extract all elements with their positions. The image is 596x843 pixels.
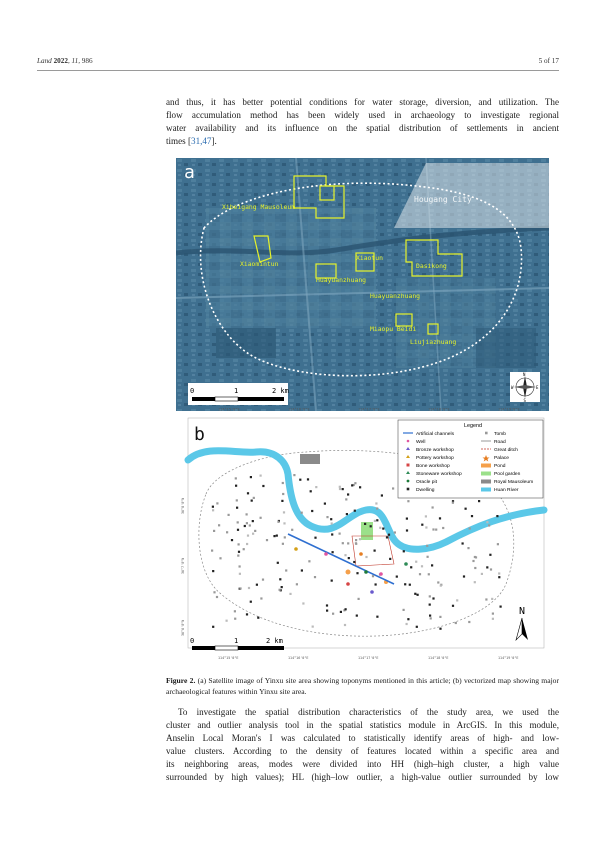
- feature-point: [276, 535, 278, 537]
- feature-point: [247, 492, 249, 494]
- feature-point: [490, 568, 492, 570]
- feature-point: [370, 525, 372, 527]
- feature-point: [404, 562, 408, 566]
- svg-text:Bronze workshop: Bronze workshop: [416, 448, 454, 453]
- feature-point: [234, 610, 236, 612]
- feature-point: [314, 537, 316, 539]
- feature-point: [237, 555, 239, 557]
- feature-point: [486, 566, 488, 568]
- feature-point: [481, 573, 483, 575]
- feature-point: [463, 575, 465, 577]
- feature-point: [372, 575, 374, 577]
- feature-point: [435, 529, 437, 531]
- feature-point: [342, 542, 344, 544]
- feature-point: [492, 613, 494, 615]
- feature-point: [347, 542, 349, 544]
- toponym-label: Xibeigang Mausoleum: [222, 203, 296, 211]
- feature-point: [285, 569, 287, 571]
- feature-point: [496, 515, 498, 517]
- feature-point: [307, 478, 309, 480]
- feature-point: [256, 584, 258, 586]
- body-line: its neighboring areas, modes were divided into HH (high–high cluster, a high value: [166, 759, 559, 770]
- feature-point: [243, 548, 245, 550]
- feature-point: [213, 530, 215, 532]
- feature-point: [314, 576, 316, 578]
- svg-text:1: 1: [234, 387, 239, 395]
- toponym-label: Dasikong: [416, 262, 447, 270]
- svg-text:Artificial channels: Artificial channels: [416, 432, 455, 437]
- feature-point: [421, 524, 423, 526]
- feature-point: [273, 535, 275, 537]
- feature-point: [246, 522, 248, 524]
- toponym-label: Huayuanzhuang: [316, 276, 367, 284]
- feature-point: [234, 618, 236, 620]
- feature-point: [279, 578, 281, 580]
- svg-text:114°19'0"E: 114°19'0"E: [498, 656, 519, 660]
- feature-point: [339, 533, 341, 535]
- feature-point: [475, 556, 477, 558]
- feature-point: [406, 518, 408, 520]
- feature-point: [376, 507, 378, 509]
- feature-point: [277, 562, 279, 564]
- feature-point: [310, 490, 312, 492]
- feature-point: [489, 554, 491, 556]
- feature-point: [364, 570, 368, 574]
- feature-point: [425, 526, 427, 528]
- feature-point: [407, 618, 409, 620]
- svg-text:0: 0: [190, 637, 195, 645]
- caption-label: Figure 2.: [166, 676, 196, 685]
- svg-text:Well: Well: [416, 440, 426, 445]
- feature-point: [296, 583, 298, 585]
- feature-point: [252, 520, 254, 522]
- feature-point: [237, 521, 239, 523]
- feature-point: [359, 552, 363, 556]
- feature-point: [252, 533, 254, 535]
- feature-point: [216, 596, 218, 598]
- feature-point: [388, 534, 390, 536]
- scale-bar-a: [188, 383, 289, 405]
- svg-text:0: 0: [190, 387, 195, 395]
- feature-point: [442, 527, 444, 529]
- feature-point: [212, 626, 214, 628]
- intro-line-last: times [31,47].: [166, 136, 217, 147]
- svg-text:Great ditch: Great ditch: [494, 448, 518, 453]
- feature-point: [469, 527, 471, 529]
- feature-point: [492, 618, 494, 620]
- feature-point: [421, 565, 423, 567]
- svg-text:Bone workshop: Bone workshop: [416, 464, 450, 469]
- feature-point: [239, 573, 241, 575]
- running-header-page: 5 of 17: [538, 57, 559, 65]
- feature-point: [474, 567, 476, 569]
- feature-point: [452, 502, 454, 504]
- feature-point: [358, 598, 360, 600]
- feature-point: [376, 519, 378, 521]
- feature-point: [315, 486, 317, 488]
- svg-text:Dwelling: Dwelling: [416, 488, 435, 493]
- feature-point: [250, 476, 252, 478]
- feature-point: [428, 573, 430, 575]
- feature-point: [324, 503, 326, 505]
- feature-point: [266, 539, 268, 541]
- toponym-label: Liujiazhuang: [410, 338, 457, 346]
- svg-text:Pool garden: Pool garden: [494, 472, 521, 477]
- svg-text:2 km: 2 km: [272, 387, 289, 395]
- feature-point: [472, 560, 474, 562]
- feature-point: [485, 598, 487, 600]
- feature-point: [429, 595, 431, 597]
- feature-point: [427, 556, 429, 558]
- feature-point: [312, 626, 314, 628]
- feature-point: [462, 542, 464, 544]
- svg-text:36°6'0"N: 36°6'0"N: [181, 619, 185, 636]
- feature-point: [500, 606, 502, 608]
- feature-point: [330, 518, 332, 520]
- feature-point: [356, 572, 358, 574]
- feature-point: [326, 516, 328, 518]
- feature-point: [488, 524, 490, 526]
- feature-point: [347, 493, 349, 495]
- feature-point: [332, 613, 334, 615]
- svg-text:Tomb: Tomb: [494, 432, 506, 437]
- svg-text:Palace: Palace: [494, 456, 509, 461]
- feature-point: [289, 593, 291, 595]
- svg-text:1: 1: [234, 637, 239, 645]
- svg-text:36°7'0"N: 36°7'0"N: [181, 557, 185, 574]
- feature-point: [282, 493, 284, 495]
- feature-point: [437, 581, 439, 583]
- feature-point: [344, 554, 346, 556]
- feature-point: [346, 513, 348, 515]
- header-rule: [37, 70, 559, 71]
- feature-point: [213, 591, 215, 593]
- feature-point: [426, 545, 428, 547]
- intro-line: water availability and its influence on the spatial distribution of settlements in ancient: [166, 123, 559, 134]
- feature-point: [331, 533, 333, 535]
- toponym-label: Xiaotun: [356, 254, 383, 262]
- feature-point: [257, 617, 259, 619]
- feature-point: [281, 500, 283, 502]
- feature-point: [279, 589, 281, 591]
- svg-text:Oracle pit: Oracle pit: [416, 480, 437, 485]
- feature-point: [282, 543, 284, 545]
- feature-point: [250, 601, 252, 603]
- feature-point: [406, 529, 408, 531]
- feature-point: [478, 500, 480, 502]
- svg-text:W: W: [511, 385, 514, 390]
- feature-point: [212, 570, 214, 572]
- feature-point: [348, 557, 350, 559]
- feature-point: [212, 506, 214, 508]
- feature-point: [238, 543, 240, 545]
- figure-a-satellite-image: [176, 158, 549, 411]
- svg-text:114°19'0"E: 114°19'0"E: [498, 407, 520, 411]
- feature-point: [403, 609, 405, 611]
- feature-point: [415, 561, 417, 563]
- toponym-label: Hougang City: [414, 195, 472, 204]
- feature-point: [467, 547, 469, 549]
- feature-point: [260, 475, 262, 477]
- feature-point: [331, 522, 333, 524]
- feature-point: [236, 507, 238, 509]
- feature-point: [439, 517, 441, 519]
- feature-point: [355, 543, 357, 545]
- feature-point: [407, 500, 409, 502]
- feature-point: [417, 594, 419, 596]
- feature-point: [432, 597, 434, 599]
- feature-point: [359, 538, 361, 540]
- feature-point: [439, 628, 441, 630]
- figure-b-vector-map: [176, 414, 549, 661]
- feature-point: [340, 611, 342, 613]
- intro-line: flow accumulation method has been widely used in archaeology to investigate regional: [166, 110, 559, 121]
- feature-point: [219, 557, 221, 559]
- svg-text:Stoneware workshop: Stoneware workshop: [416, 472, 462, 477]
- feature-point: [425, 515, 427, 517]
- feature-point: [311, 510, 313, 512]
- feature-point: [235, 485, 237, 487]
- feature-point: [375, 502, 377, 504]
- feature-point: [468, 621, 470, 623]
- svg-text:Road: Road: [494, 440, 506, 445]
- feature-point: [419, 573, 421, 575]
- citation-link[interactable]: 31,47: [191, 136, 212, 147]
- feature-point: [246, 613, 248, 615]
- intro-paragraph: [166, 96, 559, 148]
- feature-point: [239, 565, 241, 567]
- feature-point: [429, 604, 431, 606]
- feature-point: [365, 556, 367, 558]
- feature-point: [465, 508, 467, 510]
- feature-point: [262, 579, 264, 581]
- feature-point: [486, 521, 488, 523]
- svg-text:Legend: Legend: [464, 423, 482, 429]
- feature-point: [497, 543, 499, 545]
- feature-point: [471, 515, 473, 517]
- feature-point: [260, 517, 262, 519]
- feature-point: [374, 520, 376, 522]
- feature-point: [238, 551, 240, 553]
- feature-point: [248, 587, 250, 589]
- feature-point: [342, 488, 344, 490]
- feature-point: [244, 525, 246, 527]
- feature-point: [281, 586, 283, 588]
- feature-point: [379, 527, 381, 529]
- feature-point: [216, 502, 218, 504]
- compass-rose-icon: [510, 372, 540, 403]
- feature-point: [331, 580, 333, 582]
- feature-point: [432, 528, 434, 530]
- svg-text:Royal Mausoleum: Royal Mausoleum: [494, 480, 534, 485]
- svg-text:2 km: 2 km: [266, 637, 283, 645]
- feature-point: [498, 572, 500, 574]
- feature-point: [409, 584, 411, 586]
- feature-point: [389, 558, 391, 560]
- body-line: To investigate the spatial distribution characteristics of the study area, we used the: [178, 707, 559, 717]
- svg-text:Pottery workshop: Pottery workshop: [416, 456, 454, 461]
- feature-point: [404, 583, 406, 585]
- figure-caption: [166, 675, 559, 697]
- svg-text:114°18'0"E: 114°18'0"E: [428, 656, 449, 660]
- feature-point: [379, 572, 383, 576]
- pool-garden: [361, 522, 373, 540]
- feature-point: [326, 604, 328, 606]
- intro-line: and thus, it has better potential conditions for water storage, diversion, and utilization. The: [166, 97, 559, 107]
- feature-point: [326, 610, 328, 612]
- feature-point: [410, 566, 412, 568]
- feature-point: [474, 581, 476, 583]
- svg-text:Huan River: Huan River: [494, 488, 519, 493]
- feature-point: [440, 585, 442, 587]
- body-line: Anselin Local Moran's I was calculated to statistically identify areas of high- and low-: [166, 733, 559, 744]
- svg-text:114°15'0"E: 114°15'0"E: [218, 656, 239, 660]
- feature-point: [364, 523, 366, 525]
- feature-point: [345, 608, 347, 610]
- panel-label-a: a: [184, 162, 195, 183]
- feature-point: [294, 547, 298, 551]
- body-paragraph: [166, 706, 559, 785]
- feature-point: [301, 569, 303, 571]
- royal-mausoleum: [300, 454, 320, 464]
- feature-point: [332, 551, 334, 553]
- feature-point: [212, 509, 214, 511]
- feature-point: [237, 529, 239, 531]
- feature-point: [386, 536, 388, 538]
- body-line: cluster and outlier analysis tool in the spatial statistics module in ArcGIS. In this module,: [166, 720, 559, 731]
- feature-point: [344, 624, 346, 626]
- feature-point: [284, 536, 286, 538]
- feature-point: [345, 498, 347, 500]
- svg-text:114°18'0"E: 114°18'0"E: [428, 407, 450, 411]
- feature-point: [452, 605, 454, 607]
- feature-point: [429, 615, 431, 617]
- feature-point: [356, 615, 358, 617]
- caption-text: (a) Satellite image of Yinxu site area showing toponyms mentioned in this article; (b) vectorized map showing major archaeological features within Yinxu site area.: [166, 676, 560, 696]
- feature-point: [277, 521, 279, 523]
- feature-point: [431, 564, 433, 566]
- toponym-label: Xiaomintun: [240, 260, 279, 268]
- feature-point: [498, 576, 500, 578]
- feature-point: [374, 550, 376, 552]
- body-line: value clusters. According to the density of features located within a specific area and: [166, 746, 559, 757]
- feature-point: [392, 487, 394, 489]
- feature-point: [247, 535, 249, 537]
- feature-point: [211, 550, 213, 552]
- feature-point: [375, 583, 377, 585]
- feature-point: [283, 511, 285, 513]
- feature-point: [301, 512, 303, 514]
- toponym-label: Miaopu Beidi: [370, 325, 417, 333]
- feature-point: [235, 477, 237, 479]
- panel-label-b: b: [194, 424, 205, 445]
- svg-text:E: E: [536, 385, 539, 390]
- feature-point: [439, 616, 441, 618]
- feature-point: [403, 550, 405, 552]
- feature-point: [396, 576, 398, 578]
- feature-point: [394, 531, 396, 533]
- feature-point: [381, 494, 383, 496]
- feature-point: [339, 486, 341, 488]
- feature-point: [299, 479, 301, 481]
- feature-point: [253, 497, 255, 499]
- feature-point: [228, 514, 230, 516]
- feature-point: [218, 524, 220, 526]
- feature-point: [382, 528, 384, 530]
- feature-point: [406, 623, 408, 625]
- feature-point: [416, 626, 418, 628]
- feature-point: [430, 617, 432, 619]
- svg-text:114°17'0"E: 114°17'0"E: [358, 407, 380, 411]
- feature-point: [260, 597, 262, 599]
- svg-text:N: N: [523, 372, 526, 377]
- feature-point: [353, 561, 355, 563]
- feature-point: [355, 539, 357, 541]
- feature-point: [291, 529, 293, 531]
- feature-point: [351, 484, 353, 486]
- feature-point: [254, 530, 256, 532]
- feature-point: [246, 513, 248, 515]
- feature-point: [308, 560, 310, 562]
- feature-point: [249, 524, 251, 526]
- feature-point: [231, 539, 233, 541]
- feature-point: [339, 488, 341, 490]
- svg-text:N: N: [519, 606, 526, 617]
- feature-point: [432, 506, 434, 508]
- feature-point: [324, 552, 328, 556]
- feature-point: [251, 500, 253, 502]
- feature-point: [359, 486, 361, 488]
- feature-point: [455, 622, 457, 624]
- feature-point: [293, 474, 295, 476]
- svg-text:114°15'0"E: 114°15'0"E: [218, 407, 240, 411]
- feature-point: [376, 616, 378, 618]
- feature-point: [414, 593, 416, 595]
- feature-point: [246, 543, 248, 545]
- toponym-label: Huayuanzhuang: [370, 292, 421, 300]
- feature-point: [226, 620, 228, 622]
- feature-point: [236, 499, 238, 501]
- feature-point: [283, 522, 285, 524]
- feature-point: [226, 531, 228, 533]
- feature-point: [370, 590, 374, 594]
- svg-text:114°17'0"E: 114°17'0"E: [358, 656, 379, 660]
- svg-text:114°16'0"E: 114°16'0"E: [288, 407, 310, 411]
- svg-text:Pond: Pond: [494, 464, 506, 469]
- feature-point: [456, 599, 458, 601]
- feature-point: [262, 485, 264, 487]
- feature-point: [239, 587, 241, 589]
- feature-point: [491, 598, 493, 600]
- svg-text:S: S: [523, 398, 526, 403]
- feature-point: [282, 482, 284, 484]
- svg-text:36°8'0"N: 36°8'0"N: [181, 497, 185, 514]
- feature-point: [354, 510, 356, 512]
- body-line: surrounded by high values); HL (high–low outlier, a high-value outlier surrounded by low: [166, 772, 559, 783]
- running-header-journal: Land 2022, 11, 986: [37, 57, 93, 65]
- map-legend: [398, 420, 543, 498]
- feature-point: [346, 582, 350, 586]
- feature-point: [302, 602, 304, 604]
- svg-text:114°16'0"E: 114°16'0"E: [288, 656, 309, 660]
